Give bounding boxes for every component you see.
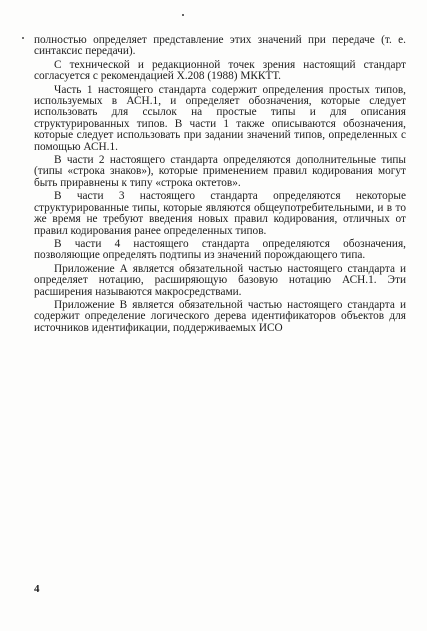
scan-speck	[182, 14, 184, 16]
paragraph-part-2: В части 2 настоящего стандарта определяются дополнительные типы (типы «строка знаков»), которые применением правил кодирования могут быть приравнены к типу «строка октетов».	[34, 154, 406, 189]
scan-speck	[22, 37, 24, 39]
paragraph-annex-b: Приложение В является обязательной частью настоящего стандарта и содержит определение логического дерева идентификаторов объектов для источников идентификации, поддерживаемых ИСО	[34, 298, 406, 334]
paragraph-continuation: полностью определяет представление этих значений при передаче (т. е. синтаксис передачи).	[34, 34, 406, 58]
paragraph-part-4: В части 4 настоящего стандарта определяются обозначения, позволяющие определять подтипы из значений порождающего типа.	[34, 237, 406, 262]
paragraph-part-3: В части 3 настоящего стандарта определяются некоторые структурированные типы, которые являются общеупотребительными, и в то же время не требуют введения новых правил кодирования, отличных от правил кодирования ранее определенных типов.	[34, 190, 406, 237]
paragraph-conformance: С технической и редакционной точек зрения настоящий стандарт согласуется с рекомендацией X.208 (1988) МККТТ.	[34, 58, 406, 83]
page-number: 4	[34, 583, 40, 595]
paragraph-part-1: Часть 1 настоящего стандарта содержит определения простых типов, используемых в АСН.1, и определяет обозначения, которые следует использовать для ссылок на простые типы и для описания структурированных типов. В части 1 также описываются обозначения, которые следует использовать при задании значений типов, определенных с помощью АСН.1.	[34, 83, 406, 153]
body-text	[34, 35, 406, 336]
paragraph-annex-a: Приложение А является обязательной частью настоящего стандарта и определяет нотацию, расширяющую базовую нотацию АСН.1. Эти расширения называются макросредствами.	[34, 262, 406, 298]
